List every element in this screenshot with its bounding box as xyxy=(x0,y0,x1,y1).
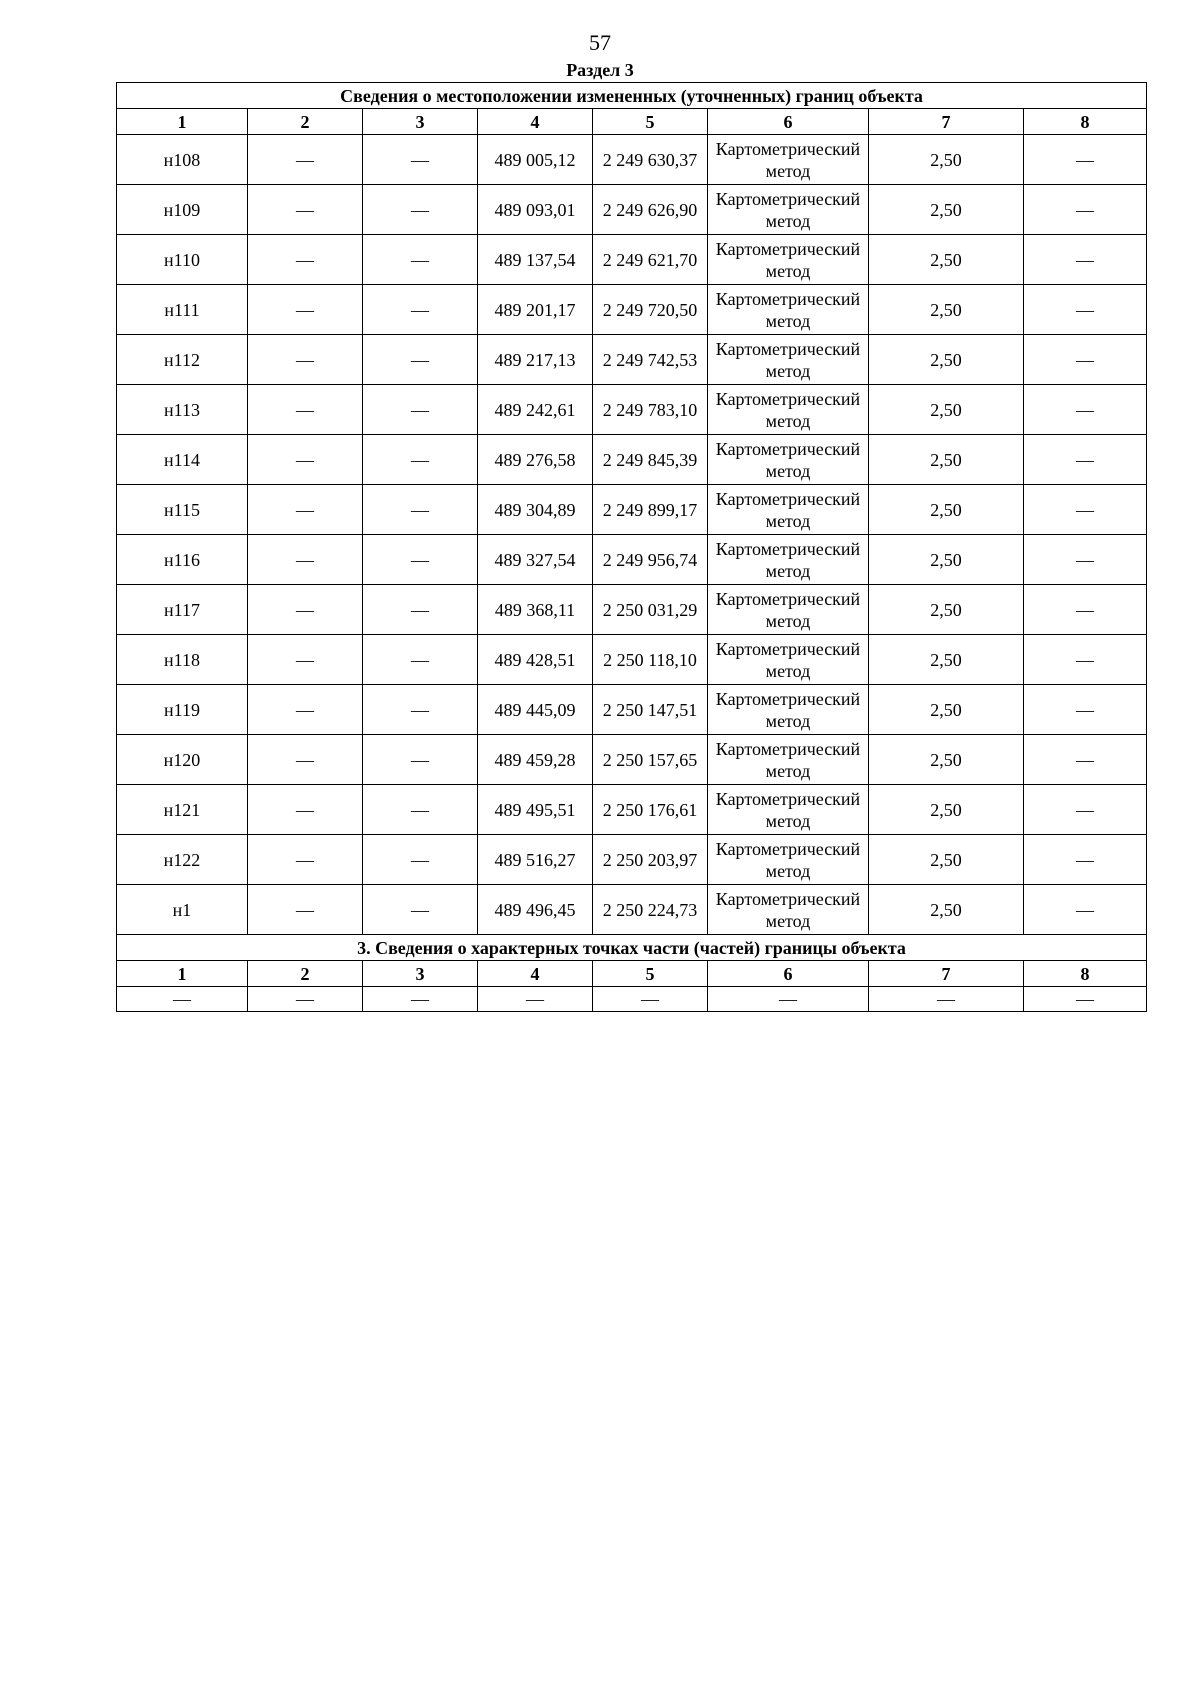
y-new-cell: 2 250 176,61 xyxy=(593,785,708,835)
precision-cell: 2,50 xyxy=(869,235,1024,285)
method-cell: Картометрический метод xyxy=(708,885,869,935)
description-cell: — xyxy=(1024,535,1147,585)
table-cell: — xyxy=(117,987,248,1012)
point-name-cell: н116 xyxy=(117,535,248,585)
x-old-cell: — xyxy=(248,885,363,935)
x-new-cell: 489 459,28 xyxy=(478,735,593,785)
table-row xyxy=(117,835,1147,885)
x-old-cell: — xyxy=(248,485,363,535)
method-cell: Картометрический метод xyxy=(708,585,869,635)
table-cell: — xyxy=(708,987,869,1012)
point-name-cell: н119 xyxy=(117,685,248,735)
point-name-cell: н121 xyxy=(117,785,248,835)
y-old-cell: — xyxy=(363,235,478,285)
y-new-cell: 2 250 031,29 xyxy=(593,585,708,635)
description-cell: — xyxy=(1024,285,1147,335)
description-cell: — xyxy=(1024,135,1147,185)
table-cell: — xyxy=(248,987,363,1012)
y-old-cell: — xyxy=(363,485,478,535)
method-cell: Картометрический метод xyxy=(708,535,869,585)
point-name-cell: н114 xyxy=(117,435,248,485)
x-new-cell: 489 242,61 xyxy=(478,385,593,435)
y-new-cell: 2 249 630,37 xyxy=(593,135,708,185)
table-row xyxy=(117,285,1147,335)
table-row xyxy=(117,635,1147,685)
column-header: 4 xyxy=(478,109,593,135)
precision-cell: 2,50 xyxy=(869,435,1024,485)
description-cell: — xyxy=(1024,785,1147,835)
point-name-cell: н120 xyxy=(117,735,248,785)
y-old-cell: — xyxy=(363,585,478,635)
method-cell: Картометрический метод xyxy=(708,785,869,835)
column-header: 8 xyxy=(1024,961,1147,987)
column-header: 6 xyxy=(708,109,869,135)
method-cell: Картометрический метод xyxy=(708,835,869,885)
description-cell: — xyxy=(1024,335,1147,385)
x-new-cell: 489 201,17 xyxy=(478,285,593,335)
method-cell: Картометрический метод xyxy=(708,685,869,735)
x-old-cell: — xyxy=(248,185,363,235)
y-new-cell: 2 250 157,65 xyxy=(593,735,708,785)
x-new-cell: 489 093,01 xyxy=(478,185,593,235)
x-old-cell: — xyxy=(248,385,363,435)
precision-cell: 2,50 xyxy=(869,135,1024,185)
x-new-cell: 489 496,45 xyxy=(478,885,593,935)
point-name-cell: н109 xyxy=(117,185,248,235)
method-cell: Картометрический метод xyxy=(708,385,869,435)
y-new-cell: 2 250 147,51 xyxy=(593,685,708,735)
precision-cell: 2,50 xyxy=(869,335,1024,385)
table-cell: — xyxy=(869,987,1024,1012)
description-cell: — xyxy=(1024,485,1147,535)
y-old-cell: — xyxy=(363,835,478,885)
table-cell: — xyxy=(363,987,478,1012)
parts-header-row xyxy=(117,961,1147,987)
precision-cell: 2,50 xyxy=(869,735,1024,785)
y-new-cell: 2 249 626,90 xyxy=(593,185,708,235)
point-name-cell: н118 xyxy=(117,635,248,685)
precision-cell: 2,50 xyxy=(869,485,1024,535)
column-header: 3 xyxy=(363,961,478,987)
y-old-cell: — xyxy=(363,735,478,785)
method-cell: Картометрический метод xyxy=(708,485,869,535)
description-cell: — xyxy=(1024,185,1147,235)
x-new-cell: 489 005,12 xyxy=(478,135,593,185)
page-number: 57 xyxy=(589,30,611,55)
description-cell: — xyxy=(1024,385,1147,435)
y-old-cell: — xyxy=(363,185,478,235)
table-header-row xyxy=(117,109,1147,135)
table-row xyxy=(117,435,1147,485)
precision-cell: 2,50 xyxy=(869,835,1024,885)
description-cell: — xyxy=(1024,635,1147,685)
table-row xyxy=(117,335,1147,385)
y-old-cell: — xyxy=(363,785,478,835)
parts-caption-row xyxy=(117,935,1147,961)
column-header: 5 xyxy=(593,961,708,987)
x-old-cell: — xyxy=(248,535,363,585)
point-name-cell: н113 xyxy=(117,385,248,435)
x-new-cell: 489 428,51 xyxy=(478,635,593,685)
y-new-cell: 2 249 720,50 xyxy=(593,285,708,335)
precision-cell: 2,50 xyxy=(869,185,1024,235)
x-old-cell: — xyxy=(248,685,363,735)
table-row xyxy=(117,235,1147,285)
point-name-cell: н115 xyxy=(117,485,248,535)
x-new-cell: 489 217,13 xyxy=(478,335,593,385)
x-old-cell: — xyxy=(248,585,363,635)
method-cell: Картометрический метод xyxy=(708,135,869,185)
precision-cell: 2,50 xyxy=(869,585,1024,635)
x-old-cell: — xyxy=(248,285,363,335)
description-cell: — xyxy=(1024,835,1147,885)
precision-cell: 2,50 xyxy=(869,635,1024,685)
y-new-cell: 2 249 783,10 xyxy=(593,385,708,435)
table-row xyxy=(117,785,1147,835)
x-new-cell: 489 327,54 xyxy=(478,535,593,585)
description-cell: — xyxy=(1024,585,1147,635)
column-header: 1 xyxy=(117,961,248,987)
section-title: Раздел 3 xyxy=(566,60,634,80)
point-name-cell: н112 xyxy=(117,335,248,385)
x-new-cell: 489 368,11 xyxy=(478,585,593,635)
table-row xyxy=(117,535,1147,585)
y-new-cell: 2 249 899,17 xyxy=(593,485,708,535)
x-old-cell: — xyxy=(248,235,363,285)
table-row xyxy=(117,185,1147,235)
description-cell: — xyxy=(1024,885,1147,935)
y-new-cell: 2 250 118,10 xyxy=(593,635,708,685)
precision-cell: 2,50 xyxy=(869,285,1024,335)
point-name-cell: н111 xyxy=(117,285,248,335)
table-row xyxy=(117,885,1147,935)
x-old-cell: — xyxy=(248,835,363,885)
y-new-cell: 2 250 224,73 xyxy=(593,885,708,935)
method-cell: Картометрический метод xyxy=(708,235,869,285)
x-new-cell: 489 276,58 xyxy=(478,435,593,485)
table-row xyxy=(117,485,1147,535)
table-caption: Сведения о местоположении измененных (уточненных) границ объекта xyxy=(117,83,1147,109)
table-cell: — xyxy=(593,987,708,1012)
method-cell: Картометрический метод xyxy=(708,285,869,335)
method-cell: Картометрический метод xyxy=(708,435,869,485)
y-new-cell: 2 249 845,39 xyxy=(593,435,708,485)
y-old-cell: — xyxy=(363,635,478,685)
column-header: 2 xyxy=(248,109,363,135)
parts-table-caption: 3. Сведения о характерных точках части (частей) границы объекта xyxy=(117,935,1147,961)
table-row xyxy=(117,135,1147,185)
table-row xyxy=(117,735,1147,785)
column-header: 7 xyxy=(869,109,1024,135)
y-old-cell: — xyxy=(363,335,478,385)
boundary-table xyxy=(116,82,1147,1012)
x-new-cell: 489 304,89 xyxy=(478,485,593,535)
precision-cell: 2,50 xyxy=(869,385,1024,435)
precision-cell: 2,50 xyxy=(869,535,1024,585)
table-cell: — xyxy=(478,987,593,1012)
method-cell: Картометрический метод xyxy=(708,735,869,785)
point-name-cell: н117 xyxy=(117,585,248,635)
point-name-cell: н122 xyxy=(117,835,248,885)
x-new-cell: 489 445,09 xyxy=(478,685,593,735)
y-new-cell: 2 250 203,97 xyxy=(593,835,708,885)
y-old-cell: — xyxy=(363,685,478,735)
x-old-cell: — xyxy=(248,335,363,385)
y-old-cell: — xyxy=(363,885,478,935)
y-old-cell: — xyxy=(363,285,478,335)
x-old-cell: — xyxy=(248,635,363,685)
point-name-cell: н110 xyxy=(117,235,248,285)
table-row xyxy=(117,585,1147,635)
x-old-cell: — xyxy=(248,785,363,835)
column-header: 7 xyxy=(869,961,1024,987)
y-old-cell: — xyxy=(363,385,478,435)
column-header: 3 xyxy=(363,109,478,135)
description-cell: — xyxy=(1024,435,1147,485)
column-header: 1 xyxy=(117,109,248,135)
x-old-cell: — xyxy=(248,735,363,785)
column-header: 8 xyxy=(1024,109,1147,135)
x-new-cell: 489 495,51 xyxy=(478,785,593,835)
table-caption-row xyxy=(117,83,1147,109)
column-header: 5 xyxy=(593,109,708,135)
table-row xyxy=(117,385,1147,435)
description-cell: — xyxy=(1024,735,1147,785)
description-cell: — xyxy=(1024,235,1147,285)
precision-cell: 2,50 xyxy=(869,785,1024,835)
x-old-cell: — xyxy=(248,435,363,485)
table-cell: — xyxy=(1024,987,1147,1012)
column-header: 6 xyxy=(708,961,869,987)
y-old-cell: — xyxy=(363,135,478,185)
point-name-cell: н1 xyxy=(117,885,248,935)
x-new-cell: 489 137,54 xyxy=(478,235,593,285)
y-new-cell: 2 249 621,70 xyxy=(593,235,708,285)
method-cell: Картометрический метод xyxy=(708,335,869,385)
x-old-cell: — xyxy=(248,135,363,185)
precision-cell: 2,50 xyxy=(869,885,1024,935)
y-new-cell: 2 249 742,53 xyxy=(593,335,708,385)
y-old-cell: — xyxy=(363,435,478,485)
y-old-cell: — xyxy=(363,535,478,585)
table-row xyxy=(117,685,1147,735)
y-new-cell: 2 249 956,74 xyxy=(593,535,708,585)
parts-table-row xyxy=(117,987,1147,1012)
column-header: 4 xyxy=(478,961,593,987)
column-header: 2 xyxy=(248,961,363,987)
point-name-cell: н108 xyxy=(117,135,248,185)
x-new-cell: 489 516,27 xyxy=(478,835,593,885)
method-cell: Картометрический метод xyxy=(708,635,869,685)
precision-cell: 2,50 xyxy=(869,685,1024,735)
description-cell: — xyxy=(1024,685,1147,735)
method-cell: Картометрический метод xyxy=(708,185,869,235)
